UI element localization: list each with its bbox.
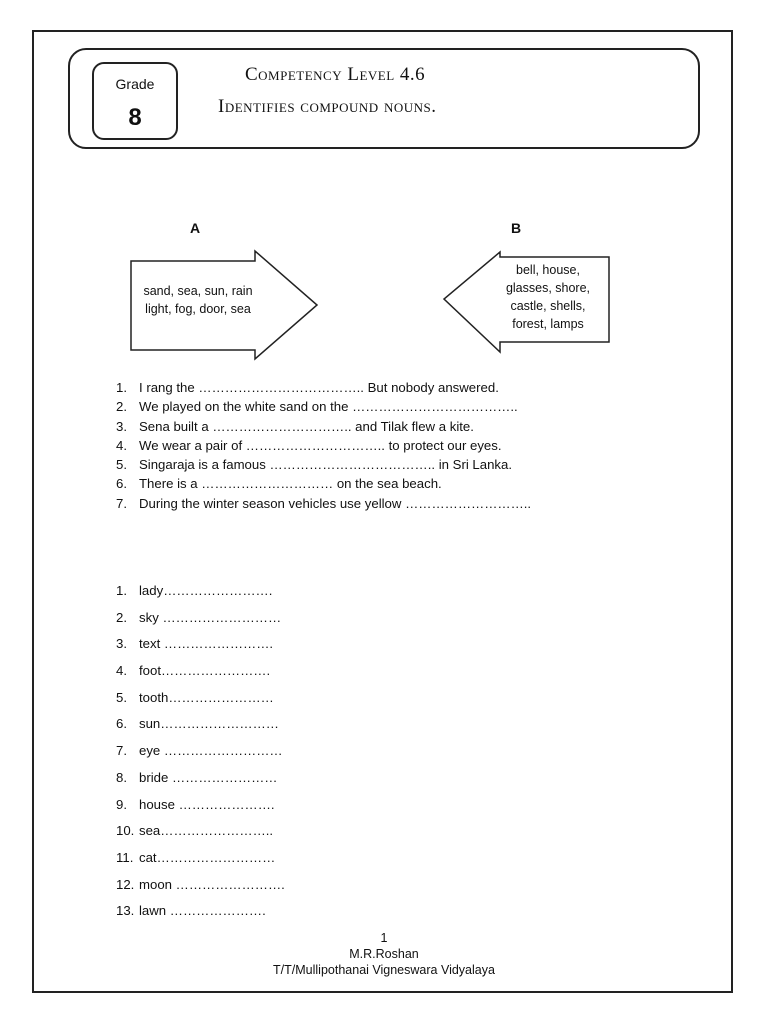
competency-title: Competency Level 4.6 — [245, 64, 426, 85]
word-item — [116, 901, 285, 928]
grade-value: 8 — [128, 104, 142, 131]
column-a-words — [136, 282, 260, 318]
word-item — [116, 661, 285, 688]
item-number: 5. — [116, 689, 127, 705]
sentence-list — [116, 378, 531, 513]
school-name: T/T/Mullipothanai Vigneswara Vidyalaya — [273, 963, 495, 977]
item-number: 7. — [116, 743, 127, 759]
word-list — [116, 581, 285, 928]
item-number: 6. — [116, 476, 127, 492]
sentence-item — [116, 397, 531, 416]
sentence-item — [116, 474, 531, 493]
column-b-words — [500, 261, 596, 333]
sentence-item — [116, 378, 531, 397]
word-text: text ……………………. — [139, 636, 274, 652]
item-number: 1. — [116, 380, 127, 395]
word-text: bride …………………… — [139, 769, 278, 785]
word-item — [116, 848, 285, 875]
column-b-word-line: castle, shells, — [510, 299, 586, 313]
word-text: foot……………………. — [139, 663, 271, 679]
sentence-item — [116, 494, 531, 513]
item-number: 12. — [116, 876, 135, 892]
column-b-word-line: glasses, shore, — [505, 281, 591, 295]
word-text: sun……………………… — [139, 716, 279, 732]
sentence-text: We played on the white sand on the ……………………………….. — [139, 399, 518, 415]
page-number: 1 — [380, 931, 388, 945]
column-b-word-line: bell, house, — [516, 263, 580, 277]
word-text: house …………………. — [139, 796, 275, 812]
sentence-text: Sena built a ………………………….. and Tilak flew a kite. — [139, 418, 474, 434]
column-b-word-line: forest, lamps — [512, 317, 584, 331]
word-item — [116, 634, 285, 661]
column-a-word-line: sand, sea, sun, rain — [143, 284, 253, 298]
sentence-item — [116, 417, 531, 436]
word-text: sea…………………….. — [139, 823, 274, 839]
item-number: 3. — [116, 418, 127, 434]
competency-subtitle: Identifies compound nouns. — [218, 96, 437, 117]
grade-label: Grade — [115, 76, 155, 92]
word-item — [116, 714, 285, 741]
sentence-text: I rang the ……………………………….. But nobody answered. — [139, 380, 499, 395]
item-number: 13. — [116, 903, 135, 919]
sentence-text: Singaraja is a famous ……………………………….. in Sri Lanka. — [139, 457, 513, 473]
item-number: 1. — [116, 583, 127, 598]
word-item — [116, 768, 285, 795]
word-item — [116, 875, 285, 902]
word-item — [116, 688, 285, 715]
column-a-label: A — [190, 220, 201, 236]
author-name: M.R.Roshan — [349, 947, 419, 961]
item-number: 4. — [116, 437, 127, 453]
word-text: eye ……………………… — [139, 743, 283, 759]
item-number: 8. — [116, 769, 127, 785]
sentence-item — [116, 436, 531, 455]
word-text: cat……………………… — [139, 849, 276, 865]
sentence-item — [116, 455, 531, 474]
item-number: 5. — [116, 457, 127, 473]
item-number: 10. — [116, 823, 135, 839]
word-item — [116, 795, 285, 822]
column-b-label: B — [511, 220, 522, 236]
item-number: 2. — [116, 399, 127, 415]
item-number: 2. — [116, 609, 127, 625]
word-item — [116, 608, 285, 635]
item-number: 9. — [116, 796, 127, 812]
word-text: moon ……………………. — [139, 876, 285, 892]
word-text: lawn …………………. — [139, 903, 266, 919]
column-a-word-line: light, fog, door, sea — [145, 302, 251, 316]
item-number: 4. — [116, 663, 127, 679]
word-item — [116, 821, 285, 848]
word-item — [116, 581, 285, 608]
item-number: 6. — [116, 716, 127, 732]
word-text: lady……………………. — [139, 583, 273, 598]
sentence-text: There is a ………………………… on the sea beach. — [139, 476, 442, 492]
word-text: tooth…………………… — [139, 689, 274, 705]
word-item — [116, 741, 285, 768]
word-text: sky ……………………… — [139, 609, 282, 625]
item-number: 11. — [116, 849, 134, 865]
sentence-text: During the winter season vehicles use yellow ……………………….. — [139, 495, 532, 511]
sentence-text: We wear a pair of ………………………….. to protect our eyes. — [139, 437, 502, 453]
item-number: 7. — [116, 495, 127, 511]
item-number: 3. — [116, 636, 127, 652]
